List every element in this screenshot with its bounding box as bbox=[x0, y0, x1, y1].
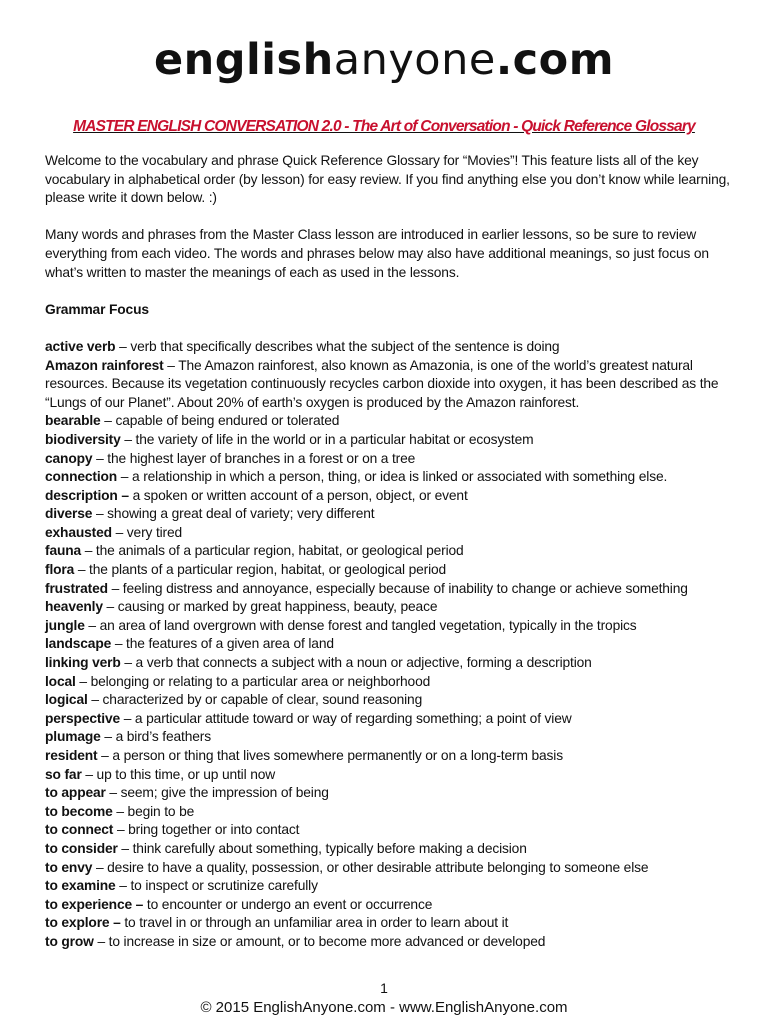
glossary-term: bearable bbox=[45, 413, 101, 429]
glossary-entry bbox=[45, 450, 735, 469]
document-subtitle: MASTER ENGLISH CONVERSATION 2.0 - The Art of Conversation - Quick Reference Glossary bbox=[73, 118, 695, 135]
glossary-entry bbox=[45, 710, 735, 729]
glossary-definition: – bring together or into contact bbox=[113, 822, 300, 838]
glossary-definition: – characterized by or capable of clear, sound reasoning bbox=[87, 692, 423, 708]
glossary-entry bbox=[45, 933, 735, 952]
logo-part-english: english bbox=[154, 35, 334, 85]
intro-paragraph-1: Welcome to the vocabulary and phrase Quick Reference Glossary for “Movies”! This feature lists all of the key vocabulary in alphabetical order (by lesson) for easy review. If you find anything else you don’t know while learning, please write it down below. :) bbox=[45, 153, 730, 206]
glossary-entry bbox=[45, 561, 735, 580]
glossary-definition: – feeling distress and annoyance, especially because of inability to change or achieve something bbox=[107, 580, 688, 596]
glossary-entry bbox=[45, 784, 735, 803]
glossary-entry bbox=[45, 505, 735, 524]
glossary-definition: – seem; give the impression of being bbox=[105, 785, 329, 801]
glossary-term: to envy bbox=[45, 859, 93, 875]
glossary-entry bbox=[45, 859, 735, 878]
glossary-term: diverse bbox=[45, 506, 93, 522]
glossary-entry bbox=[45, 431, 735, 450]
glossary-entry bbox=[45, 747, 735, 766]
glossary-definition: – the plants of a particular region, habitat, or geological period bbox=[74, 562, 447, 578]
glossary-term: heavenly bbox=[45, 599, 103, 615]
glossary-definition: – a verb that connects a subject with a noun or adjective, forming a description bbox=[120, 655, 592, 671]
glossary-definition: – capable of being endured or tolerated bbox=[100, 413, 340, 429]
glossary-entry bbox=[45, 728, 735, 747]
glossary-entry bbox=[45, 691, 735, 710]
glossary-term: to grow bbox=[45, 933, 94, 949]
glossary-entry bbox=[45, 840, 735, 859]
glossary-definition: – a person or thing that lives somewhere permanently or on a long-term basis bbox=[97, 748, 563, 763]
logo-part-anyone: anyone bbox=[333, 35, 496, 85]
glossary-term: to examine bbox=[45, 878, 116, 894]
glossary-entry bbox=[45, 673, 735, 692]
glossary-entry bbox=[45, 598, 735, 617]
glossary-entry bbox=[45, 821, 735, 840]
glossary-term: resident bbox=[45, 748, 98, 763]
glossary-term: active verb bbox=[45, 338, 116, 354]
glossary-definition: – very tired bbox=[111, 524, 183, 540]
glossary-definition: – showing a great deal of variety; very different bbox=[92, 506, 375, 522]
glossary-entry bbox=[45, 412, 735, 431]
glossary-definition: – belonging or relating to a particular area or neighborhood bbox=[75, 673, 431, 689]
glossary-term: biodiversity bbox=[45, 431, 121, 447]
glossary-entry bbox=[45, 580, 735, 599]
glossary-definition: a spoken or written account of a person, object, or event bbox=[128, 487, 468, 503]
glossary-entry bbox=[45, 766, 735, 785]
glossary-term: jungle bbox=[45, 617, 85, 633]
glossary-definition: – up to this time, or up until now bbox=[81, 766, 276, 782]
glossary-definition: – to increase in size or amount, or to become more advanced or developed bbox=[93, 933, 546, 949]
glossary-definition: to encounter or undergo an event or occurrence bbox=[143, 896, 433, 912]
intro-paragraph-2: Many words and phrases from the Master Class lesson are introduced in earlier lessons, so be sure to review everything from each video. The words and phrases below may also have additional meanings, so just focus on what’s written to master the meanings of each as used in the lessons. bbox=[45, 227, 709, 280]
site-logo bbox=[0, 36, 768, 84]
glossary-definition: – the variety of life in the world or in a particular habitat or ecosystem bbox=[120, 431, 534, 447]
glossary-entry bbox=[45, 468, 735, 487]
glossary-definition: to travel in or through an unfamiliar area in order to learn about it bbox=[120, 915, 509, 931]
glossary-term: perspective bbox=[45, 710, 121, 726]
glossary-entry bbox=[45, 896, 735, 915]
glossary-definition: – the features of a given area of land bbox=[111, 636, 334, 652]
glossary-entry bbox=[45, 338, 735, 357]
copyright-footer: © 2015 EnglishAnyone.com - www.EnglishAnyone.com bbox=[200, 999, 568, 1016]
glossary-term: to experience – bbox=[45, 896, 144, 912]
glossary-definition: – causing or marked by great happiness, beauty, peace bbox=[102, 599, 438, 615]
glossary-list bbox=[45, 338, 735, 952]
logo-part-com: .com bbox=[495, 35, 614, 85]
glossary-definition: – The Amazon rainforest, also known as Amazonia, is one of the world’s greatest natural resources. Because its vegetation continuously recycles carbon dioxide into oxygen, it has been described as the “Lungs of our Planet”. About 20% of earth’s oxygen is produced by the Amazon rainforest. bbox=[45, 357, 719, 410]
page-number: 1 bbox=[380, 980, 388, 996]
glossary-term: description – bbox=[45, 487, 129, 503]
glossary-definition: – the animals of a particular region, habitat, or geological period bbox=[81, 543, 464, 559]
glossary-term: to connect bbox=[45, 822, 114, 838]
glossary-definition: – a bird’s feathers bbox=[100, 729, 211, 745]
glossary-entry bbox=[45, 803, 735, 822]
glossary-term: plumage bbox=[45, 729, 101, 745]
glossary-term: logical bbox=[45, 692, 88, 708]
glossary-definition: – begin to be bbox=[112, 803, 195, 819]
glossary-definition: – to inspect or scrutinize carefully bbox=[115, 878, 318, 894]
glossary-entry bbox=[45, 635, 735, 654]
glossary-term: canopy bbox=[45, 450, 93, 466]
glossary-entry bbox=[45, 357, 735, 413]
glossary-definition: – the highest layer of branches in a forest or on a tree bbox=[92, 450, 416, 466]
glossary-definition: – an area of land overgrown with dense forest and tangled vegetation, typically in the tropics bbox=[84, 617, 637, 633]
glossary-term: to consider bbox=[45, 840, 118, 856]
glossary-entry bbox=[45, 877, 735, 896]
glossary-term: local bbox=[45, 673, 76, 689]
glossary-term: frustrated bbox=[45, 580, 108, 596]
document-body bbox=[45, 152, 735, 952]
glossary-definition: – desire to have a quality, possession, or other desirable attribute belonging to someone else bbox=[92, 859, 649, 875]
glossary-entry bbox=[45, 654, 735, 673]
glossary-term: to explore – bbox=[45, 915, 121, 931]
section-heading: Grammar Focus bbox=[45, 301, 149, 317]
glossary-term: linking verb bbox=[45, 655, 121, 671]
glossary-term: fauna bbox=[45, 543, 82, 559]
glossary-term: to become bbox=[45, 803, 113, 819]
glossary-term: so far bbox=[45, 766, 82, 782]
glossary-definition: – verb that specifically describes what the subject of the sentence is doing bbox=[115, 338, 560, 354]
glossary-definition: – a relationship in which a person, thing, or idea is linked or associated with something else. bbox=[117, 469, 668, 485]
glossary-entry bbox=[45, 914, 735, 933]
glossary-term: to appear bbox=[45, 785, 106, 801]
glossary-entry bbox=[45, 487, 735, 506]
glossary-term: flora bbox=[45, 562, 75, 578]
glossary-term: Amazon rainforest bbox=[45, 357, 164, 373]
glossary-term: landscape bbox=[45, 636, 112, 652]
glossary-term: connection bbox=[45, 469, 118, 485]
glossary-entry bbox=[45, 524, 735, 543]
glossary-definition: – a particular attitude toward or way of regarding something; a point of view bbox=[120, 710, 572, 726]
glossary-definition: – think carefully about something, typically before making a decision bbox=[117, 840, 527, 856]
glossary-entry bbox=[45, 542, 735, 561]
glossary-term: exhausted bbox=[45, 524, 112, 540]
glossary-entry bbox=[45, 617, 735, 636]
